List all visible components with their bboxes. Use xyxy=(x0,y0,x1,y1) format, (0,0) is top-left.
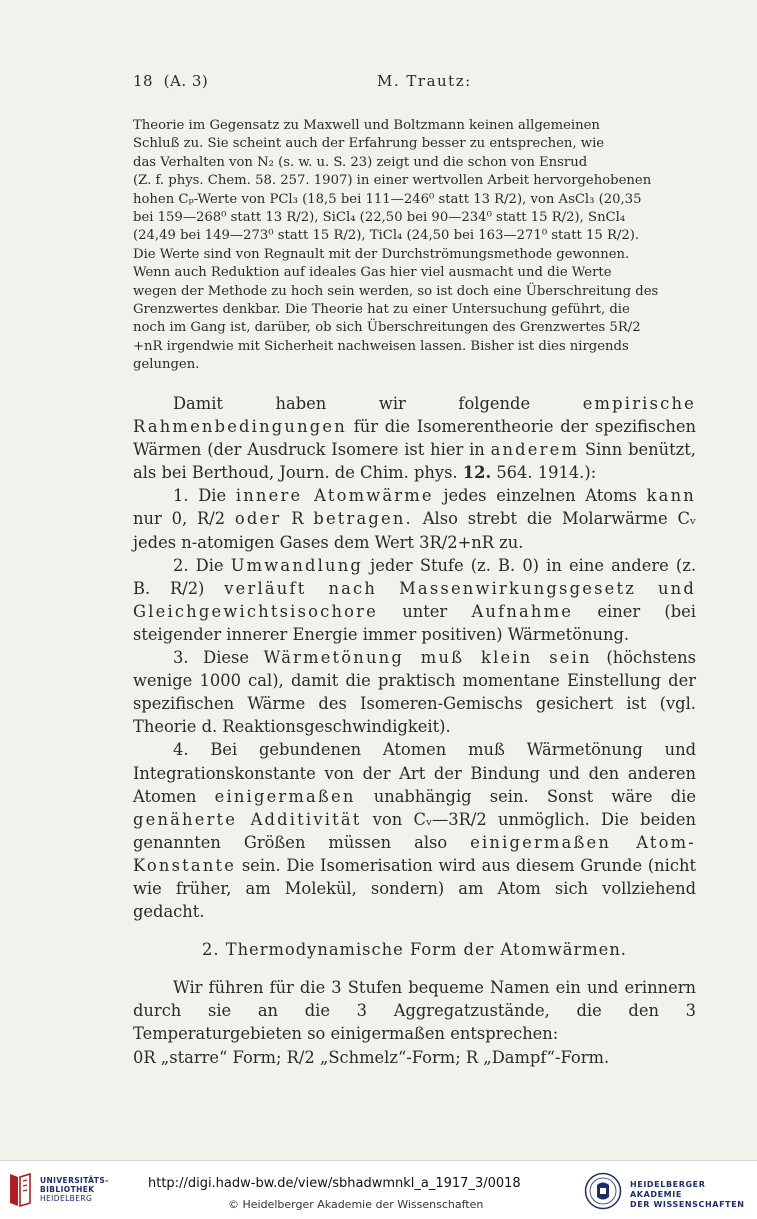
spaced-emphasis: anderem xyxy=(490,440,580,460)
names-paragraph: Wir führen für die 3 Stufen bequeme Namen ein und erinnern durch sie an die 3 Aggregatzustände, die den 3 Temperaturgebieten so einigermaßen entsprechen: xyxy=(133,978,696,1044)
section-ref: (A. 3) xyxy=(163,72,209,90)
permalink-url[interactable]: http://digi.hadw-bw.de/view/sbhadwmnkl_a_1917_3/0018 xyxy=(148,1176,521,1191)
text-line: +nR irgendwie mit Sicherheit nachweisen lassen. Bisher ist dies nirgends xyxy=(133,338,629,354)
text-run: sein. Die Isomerisation wird aus diesem Grunde (nicht wie früher, am Molekül, sondern) am Atom sich vollziehend gedacht. xyxy=(133,855,696,922)
university-library-logo-icon xyxy=(6,1171,34,1209)
text-line: Theorie im Gegensatz zu Maxwell und Boltzmann keinen allgemeinen xyxy=(133,118,600,133)
spaced-emphasis: oder xyxy=(234,509,282,529)
academy-seal-icon xyxy=(584,1172,622,1210)
text-run: unter xyxy=(402,601,448,621)
text-line: Die Werte sind von Regnault mit der Durchströmungsmethode gewonnen. xyxy=(133,246,630,262)
small-print-paragraph xyxy=(133,117,696,375)
text-run: Sinn benützt, als bei Berthoud, Journ. de Chim. phys. xyxy=(133,440,696,483)
numbered-item-1 xyxy=(133,484,696,553)
volume-number: 12. xyxy=(462,463,492,483)
text-line: (24,49 bei 149—273⁰ statt 15 R/2), TiCl₄ (24,50 bei 163—271⁰ statt 15 R/2). xyxy=(133,228,640,244)
spaced-emphasis: verläuft nach Massenwirkungsgesetz und Gleichgewichtsisochore xyxy=(133,578,696,621)
text-run: Damit haben wir folgende xyxy=(173,394,531,413)
text-run: 3. Diese xyxy=(173,648,250,668)
spaced-emphasis: Aufnahme xyxy=(471,601,574,621)
text-run: einer (bei steigender innerer Energie immer positiven) Wärmetönung. xyxy=(133,601,696,644)
spaced-emphasis: einigermaßen Atom-Konstante xyxy=(133,832,696,875)
academy-name xyxy=(630,1180,757,1210)
text-line: hohen Cₚ-Werte von PCl₃ (18,5 bei 111—246⁰ statt 13 R/2), von AsCl₃ (20,35 xyxy=(133,191,642,207)
university-library-name xyxy=(40,1176,109,1203)
spaced-emphasis: empirische Rahmenbedingungen xyxy=(133,394,696,437)
spaced-emphasis: Umwandlung xyxy=(230,555,364,575)
page-number-text: 18 xyxy=(133,72,154,90)
text-run: Also strebt die Molarwärme Cᵥ jedes n-atomigen Gases dem Wert 3R/2+nR zu. xyxy=(133,509,696,552)
section-heading: 2. Thermodynamische Form der Atomwärmen. xyxy=(202,940,627,960)
main-text xyxy=(133,392,696,1069)
spaced-emphasis: genäherte Additivität xyxy=(133,809,362,829)
text-run: von Cᵥ—3R/2 unmöglich. Die beiden genannten Größen müssen also xyxy=(133,809,696,852)
page-number xyxy=(133,72,208,90)
running-head: M. Trautz: xyxy=(377,72,472,90)
forms-line: 0R „starre“ Form; R/2 „Schmelz“-Form; R „Dampf“-Form. xyxy=(133,1047,610,1067)
text-run: 4. Bei gebundenen Atomen muß Wärmetönung und Integrationskonstante von der Art der Bindung und den anderen Atomen xyxy=(133,740,696,806)
library-name-line: BIBLIOTHEK xyxy=(40,1185,95,1194)
text-run: (höchstens wenige 1000 cal), damit die praktisch momentane Einstellung der spezifischen Wärme des Isomeren-Gemischs gesichert ist (vgl. Theorie d. Reaktionsgeschwindigkeit). xyxy=(133,648,696,737)
text-run: 564. 1914.): xyxy=(496,463,597,483)
intro-paragraph xyxy=(133,392,696,484)
spaced-emphasis: Wärmetönung muß klein sein xyxy=(263,648,592,668)
text-line: Wenn auch Reduktion auf ideales Gas hier viel ausmacht und die Werte xyxy=(133,265,612,281)
text-line: bei 159—268⁰ statt 13 R/2), SiCl₄ (22,50 bei 90—234⁰ statt 15 R/2), SnCl₄ xyxy=(133,210,626,226)
text-line: das Verhalten von N₂ (s. w. u. S. 23) zeigt und die schon von Ensrud xyxy=(133,154,588,170)
numbered-item-4 xyxy=(133,738,696,923)
text-run: jedes einzelnen Atoms xyxy=(443,486,637,506)
academy-name-line: HEIDELBERGER AKADEMIE xyxy=(630,1180,706,1199)
text-line: Grenzwertes denkbar. Die Theorie hat zu einer Untersuchung geführt, die xyxy=(133,302,630,318)
text-run: unabhängig sein. Sonst wäre die xyxy=(373,786,696,806)
text-run: R xyxy=(291,509,304,529)
spaced-emphasis: kann xyxy=(646,486,696,506)
numbered-item-3 xyxy=(133,646,696,738)
text-line: wegen der Methode zu hoch sein werden, so ist doch eine Überschreitung des xyxy=(133,283,659,299)
text-run: nur 0, R/2 xyxy=(133,509,226,529)
spaced-emphasis: betragen. xyxy=(313,509,413,529)
library-name-line: HEIDELBERG xyxy=(40,1194,93,1203)
text-run: 1. Die xyxy=(173,486,227,506)
academy-name-line: DER WISSENSCHAFTEN xyxy=(630,1200,745,1209)
text-run: 2. Die xyxy=(173,555,224,575)
numbered-item-2 xyxy=(133,554,696,646)
text-run: für die Isomerentheorie der spezifischen Wärmen (der Ausdruck Isomere ist hier in xyxy=(133,417,696,460)
library-name-line: UNIVERSITÄTS- xyxy=(40,1176,109,1185)
viewer-footer xyxy=(0,1160,757,1219)
text-line: noch im Gang ist, darüber, ob sich Überschreitungen des Grenzwertes 5R/2 xyxy=(133,320,641,336)
text-line: gelungen. xyxy=(133,357,200,373)
spaced-emphasis: innere Atomwärme xyxy=(235,486,434,506)
text-line: (Z. f. phys. Chem. 58. 257. 1907) in einer wertvollen Arbeit hervorgehobenen xyxy=(133,173,652,189)
text-run: jeder Stufe (z. B. 0) in eine andere (z. B. R/2) xyxy=(133,555,696,598)
text-line: Schluß zu. Sie scheint auch der Erfahrung besser zu entsprechen, wie xyxy=(133,136,605,152)
copyright-notice: © Heidelberger Akademie der Wissenschaften xyxy=(228,1198,484,1211)
spaced-emphasis: einigermaßen xyxy=(214,786,356,806)
